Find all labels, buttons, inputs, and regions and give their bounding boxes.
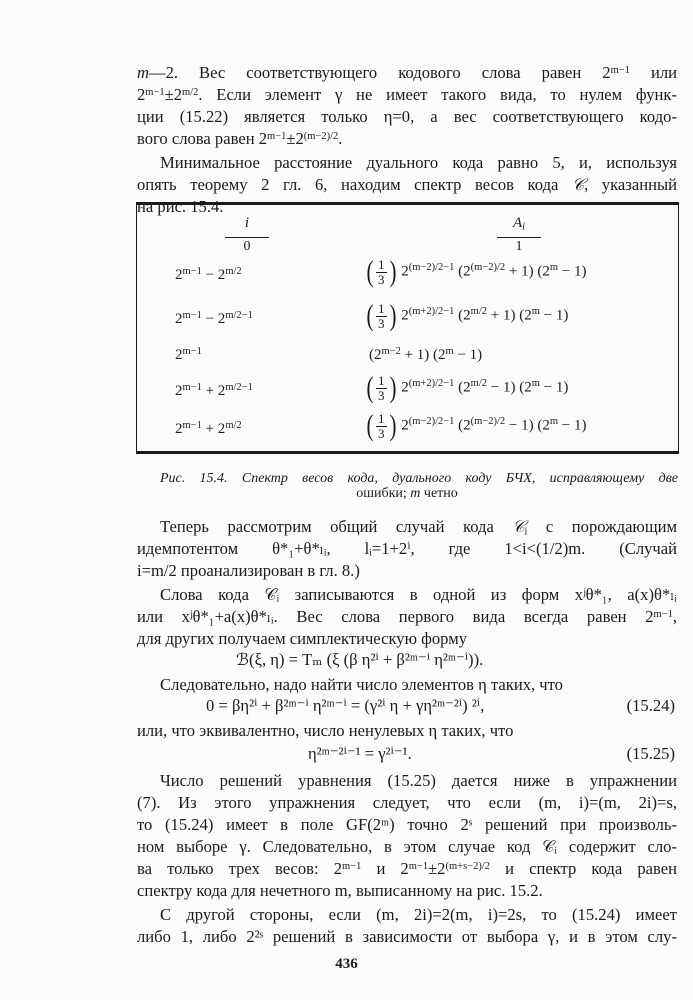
text-line: вого слова равен $2^{m-1}\pm 2^{(m-2)/2}$. bbox=[137, 129, 343, 148]
text-line: Слова кода 𝒞ᵢ записываются в одной из форм xʲθ*₁, a(x)θ*ₗᵢ bbox=[160, 585, 677, 604]
text-line: ном выборе γ. Следовательно, в этом случае код 𝒞ᵢ содержит сло- bbox=[137, 837, 677, 856]
text-line: i=m/2 проанализирован в гл. 8.) bbox=[137, 561, 360, 580]
text-line: С другой стороны, если (m, 2i)=2(m, i)=2s, то (15.24) имеет bbox=[160, 905, 677, 924]
equation-symplectic-form: ℬ(ξ, η) = Tₘ (ξ (β η²ⁱ + β²ᵐ⁻ⁱ η²ᵐ⁻ⁱ)). bbox=[236, 650, 484, 669]
text-line: Теперь рассмотрим общий случай кода 𝒞$_i$ с порождающим bbox=[160, 517, 677, 538]
text-line: либо 1, либо 2²ˢ решений в зависимости от выбора γ, и в этом слу- bbox=[137, 927, 677, 946]
equation-15-24: 0 = βη²ⁱ + β²ᵐ⁻ⁱ η²ᵐ⁻ⁱ = (γ²ⁱ η + γη²ᵐ⁻²ⁱ) ²ⁱ, bbox=[206, 696, 485, 715]
text-line: на рис. 15.4. bbox=[137, 197, 224, 216]
header-rule bbox=[225, 237, 269, 238]
equation-number: (15.24) bbox=[626, 696, 675, 715]
weight-spectrum-table bbox=[136, 202, 679, 454]
col2-subheader: 1 bbox=[515, 239, 523, 254]
text-line: ции (15.22) является только η=0, а вес соответствующего кодо- bbox=[137, 107, 677, 126]
text-line: m—2. Вес соответствующего кодового слова равен $2^{m-1}$ или bbox=[137, 63, 677, 82]
header-rule bbox=[497, 237, 541, 238]
text-line: для других получаем симплектическую форму bbox=[137, 629, 468, 648]
col1-header: i bbox=[244, 215, 250, 231]
text-line: ва только трех весов: $2^{m-1}$ и $2^{m-1}\pm 2^{(m+s-2)/2}$ и спектр кода равен bbox=[137, 859, 677, 878]
text-line: или, что эквивалентно, число ненулевых η таких, что bbox=[137, 721, 514, 740]
count-cell: ( $\frac{1}{3}$ ) $2^{(m-2)/2-1}$ $(2^{(m-2)/2} + 1) (2^m - 1)$ bbox=[366, 255, 587, 288]
weight-cell: $2^{m-1} - 2^{m/2}$ bbox=[175, 265, 242, 283]
figure-caption: Рис. 15.4. Спектр весов кода, дуального коду БЧХ, исправляющему две bbox=[160, 471, 678, 486]
text-line: то (15.24) имеет в поле GF(2ᵐ) точно 2ˢ решений при произволь- bbox=[137, 815, 677, 834]
count-cell: ( $\frac{1}{3}$ ) $2^{(m-2)/2-1}$ $(2^{(m-2)/2} - 1) (2^m - 1)$ bbox=[366, 409, 587, 442]
figure-caption: ошибки; m четно bbox=[356, 486, 458, 501]
count-cell: ( $\frac{1}{3}$ ) $2^{(m+2)/2-1}$ $(2^{m/2} + 1) (2^m - 1)$ bbox=[366, 299, 569, 332]
equation-15-25: η²ᵐ⁻²ⁱ⁻¹ = γ²ⁱ⁻¹. bbox=[308, 744, 412, 763]
text-line: Минимальное расстояние дуального кода равно 5, и, используя bbox=[160, 153, 677, 172]
weight-cell: $2^{m-1} + 2^{m/2-1}$ bbox=[175, 381, 253, 399]
text-line: идемпотентом θ*₁+θ*ₗᵢ, lᵢ=1+2ⁱ, где 1<i<(1/2)m. (Случай bbox=[137, 539, 677, 558]
text-line: или xʲθ*₁+a(x)θ*ₗᵢ. Вес слова первого вида всегда равен $2^{m-1}$, bbox=[137, 607, 677, 626]
weight-cell: $2^{m-1} + 2^{m/2}$ bbox=[175, 419, 242, 437]
equation-number: (15.25) bbox=[626, 744, 675, 763]
count-cell: ( $\frac{1}{3}$ ) $2^{(m+2)/2-1}$ $(2^{m/2} - 1) (2^m - 1)$ bbox=[366, 371, 569, 404]
text-line: Следовательно, надо найти число элементов η таких, что bbox=[160, 675, 563, 694]
weight-cell: $2^{m-1} - 2^{m/2-1}$ bbox=[175, 309, 253, 327]
text-line: $2^{m-1}\pm 2^{m/2}$. Если элемент γ не имеет такого вида, то нулем функ- bbox=[137, 85, 677, 104]
count-cell: $(2^{m-2} + 1) (2^m - 1)$ bbox=[369, 345, 483, 363]
text-line: (7). Из этого упражнения следует, что если (m, i)=(m, 2i)=s, bbox=[137, 793, 677, 812]
text-line: спектру кода для нечетного m, выписанному на рис. 15.2. bbox=[137, 881, 543, 900]
page-number: 436 bbox=[335, 956, 358, 972]
weight-cell: $2^{m-1}$ bbox=[175, 345, 202, 363]
text-line: опять теорему 2 гл. 6, находим спектр весов кода 𝒞, указанный bbox=[137, 175, 678, 194]
text-line: Число решений уравнения (15.25) дается ниже в упражнении bbox=[160, 771, 677, 790]
col2-header: $A_i$ bbox=[512, 215, 526, 233]
col1-subheader: 0 bbox=[243, 239, 251, 254]
